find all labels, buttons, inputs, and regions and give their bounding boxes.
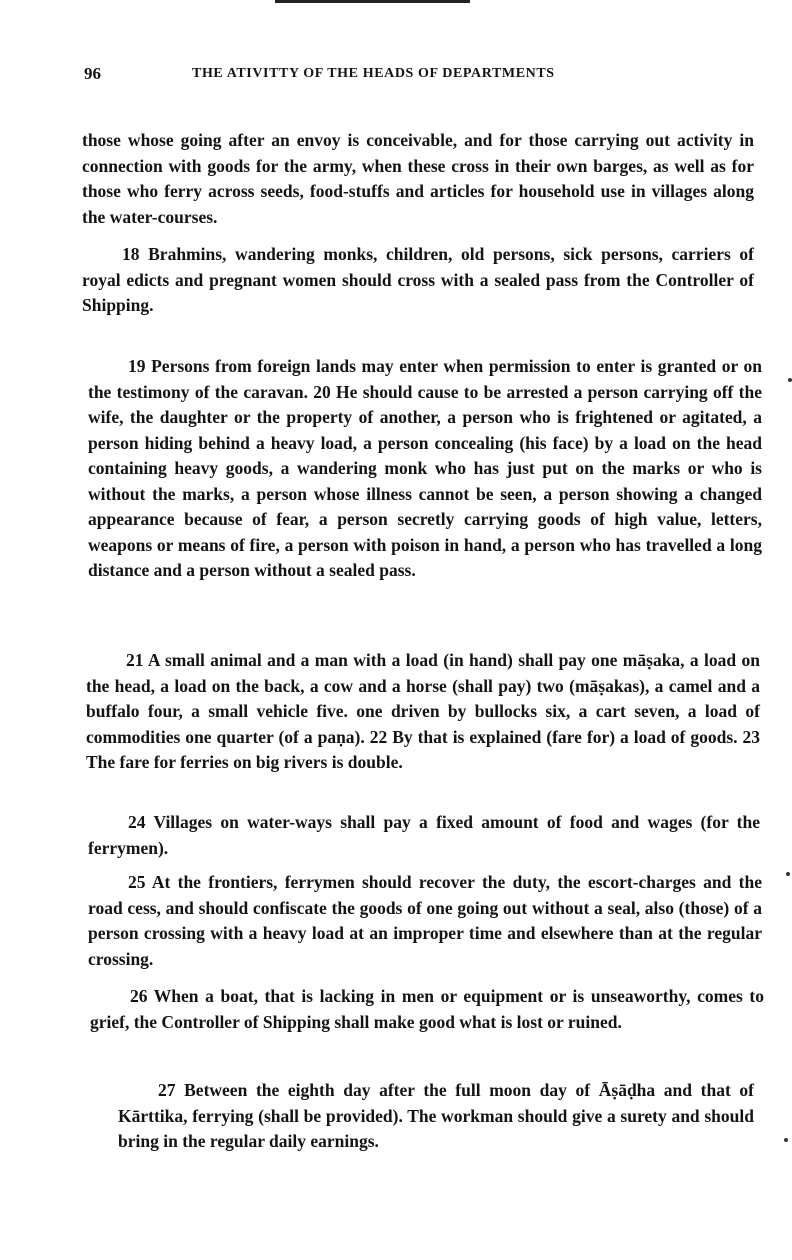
- paragraph-24: 24 Villages on water-ways shall pay a fixed amount of food and wages (for the ferrymen).: [88, 812, 760, 858]
- margin-speck: [786, 872, 790, 876]
- paragraph-continuation: those whose going after an envoy is conceivable, and for those carrying out activity in connection with goods for the army, when these cross in their own barges, as well as for those who ferry across seeds, food-stuffs and articles for household use in villages along the water-courses.: [82, 130, 754, 227]
- paragraph-26: 26 When a boat, that is lacking in men or equipment or is unseaworthy, comes to grief, the Controller of Shipping shall make good what is lost or ruined.: [90, 986, 764, 1032]
- paragraph-18: 18 Brahmins, wandering monks, children, old persons, sick persons, carriers of royal edicts and pregnant women should cross with a sealed pass from the Controller of Shipping.: [82, 244, 754, 315]
- margin-speck: [784, 1138, 788, 1142]
- paragraph-25: 25 At the frontiers, ferrymen should recover the duty, the escort-charges and the road cess, and should confiscate the goods of one going out without a seal, also (those) of a person crossing with a heavy load at an improper time and elsewhere than at the regular crossing.: [88, 872, 762, 969]
- paragraph-27: 27 Between the eighth day after the full moon day of Āṣāḍha and that of Kārttika, ferrying (shall be provided). The workman should give a surety and should bring in the regular daily earnings.: [118, 1080, 754, 1151]
- top-rule: [275, 0, 470, 3]
- page-number: 96: [84, 64, 101, 83]
- margin-speck: [788, 378, 792, 382]
- paragraph-19-20: 19 Persons from foreign lands may enter when permission to enter is granted or on the testimony of the caravan. 20 He should cause to be arrested a person carrying off the wife, the daughter or the property of another, a person who is frightened or agitated, a person hiding behind a heavy load, a person concealing (his face) by a load on the head containing heavy goods, a wandering monk who has just put on the marks or who is without the marks, a person whose illness cannot be seen, a person showing a changed appearance because of fear, a person secretly carrying goods of high value, letters, weapons or means of fire, a person with poison in hand, a person who has travelled a long distance and a person without a sealed pass.: [88, 356, 762, 580]
- running-title: THE ATIVITTY OF THE HEADS OF DEPARTMENTS: [192, 66, 555, 81]
- page-header: [84, 64, 732, 86]
- paragraph-21-23: 21 A small animal and a man with a load (in hand) shall pay one māṣaka, a load on the head, a load on the back, a cow and a horse (shall pay) two (māṣakas), a camel and a buffalo four, a small vehicle five. one driven by bullocks six, a cart seven, a load of commodities one quarter (of a paṇa). 22 By that is explained (fare for) a load of goods. 23 The fare for ferries on big rivers is double.: [86, 650, 760, 772]
